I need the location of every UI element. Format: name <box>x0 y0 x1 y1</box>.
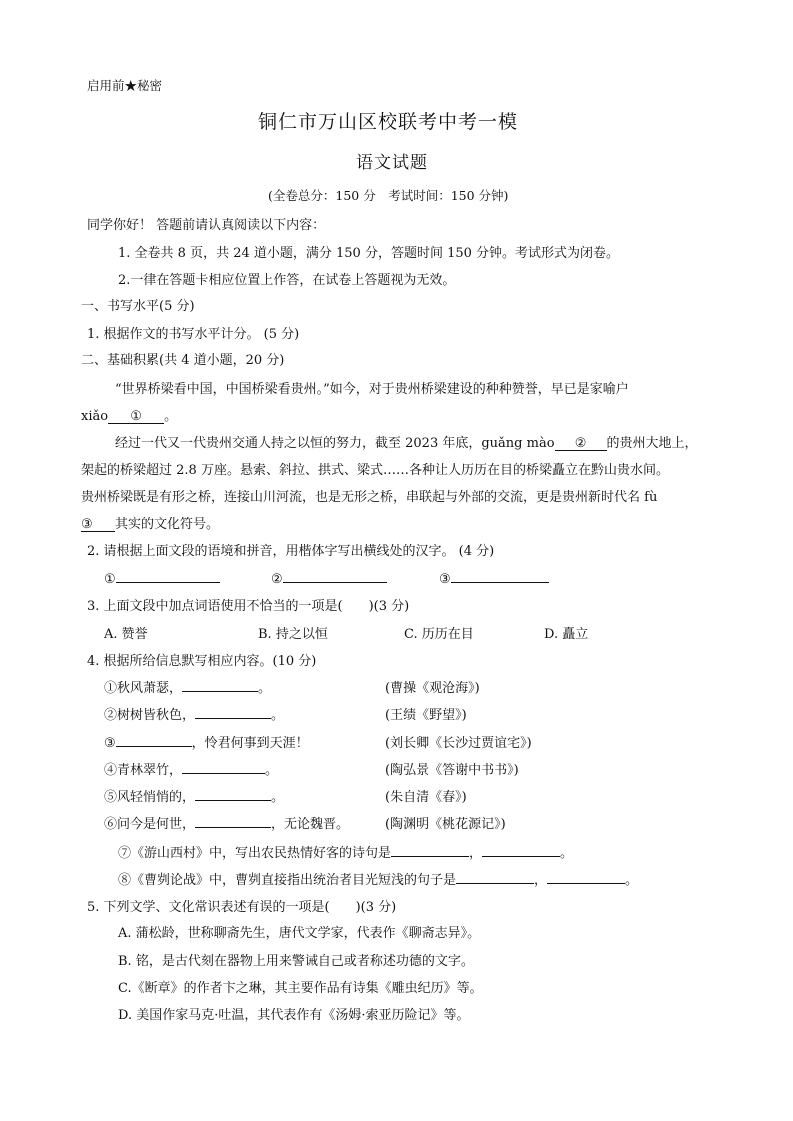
recite-line: ⑦《游山西村》中，写出农民热情好客的诗句是 ， 。 <box>118 842 573 861</box>
passage-line: ③ 其实的文化符号。 <box>81 517 220 532</box>
option-b[interactable]: B. 持之以恒 <box>258 627 328 642</box>
recite-line: ②树树皆秋色， 。 <box>104 704 284 723</box>
fill-blank[interactable] <box>195 786 271 801</box>
fill-blank[interactable] <box>547 869 625 884</box>
instructions-greeting: 同学你好！ 答题前请认真阅读以下内容： <box>87 218 326 233</box>
option-a[interactable]: A. 赞誉 <box>104 627 148 642</box>
recite-source: (陶渊明《桃花源记》) <box>385 817 506 832</box>
answer-blank-3[interactable]: ③ <box>439 568 549 587</box>
page-title: 铜仁市万山区校联考中考一模 <box>258 111 519 133</box>
question-1: 1. 根据作文的书写水平计分。 (5 分) <box>87 327 300 342</box>
fill-blank[interactable] <box>182 677 258 692</box>
passage-line: 贵州桥梁既是有形之桥，连接山川河流，也是无形之桥，串联起与外部的交流，更是贵州新时代名 fù <box>81 490 658 505</box>
pinyin-hint: xiǎo <box>81 409 109 424</box>
recite-source: (陶弘景《答谢中书书》) <box>385 763 519 778</box>
option-c[interactable]: C.《断章》的作者卞之琳，其主要作品有诗集《雕虫纪历》等。 <box>118 981 483 996</box>
recite-source: (朱自清《春》) <box>385 790 467 805</box>
recite-line: ⑥问今是何世， ，无论魏晋。 <box>104 813 349 832</box>
fill-blank[interactable] <box>195 704 271 719</box>
option-c[interactable]: C. 历历在目 <box>404 627 474 642</box>
instruction-item: 1. 全卷共 8 页，共 24 道小题，满分 150 分，答题时间 150 分钟。考试形式为闭卷。 <box>118 246 620 261</box>
fill-blank[interactable] <box>391 842 469 857</box>
recite-line: ⑧《曹刿论战》中，曹刿直接指出统治者目光短浅的句子是 ， 。 <box>118 869 638 888</box>
question-4: 4. 根据所给信息默写相应内容。(10 分) <box>87 654 317 669</box>
page-subtitle: 语文试题 <box>356 153 428 173</box>
recite-source: (曹操《观沧海》) <box>385 681 480 696</box>
recite-source: (王绩《野望》) <box>385 708 467 723</box>
exam-info: (全卷总分：150 分 考试时间：150 分钟) <box>268 188 509 203</box>
option-b[interactable]: B. 铭，是古代刻在器物上用来警诫自己或者称述功德的文字。 <box>118 954 474 969</box>
section-heading: 一、书写水平(5 分) <box>81 299 195 314</box>
answer-blank-1[interactable]: ① <box>104 568 220 587</box>
passage-line: 经过一代又一代贵州交通人持之以恒的努力，截至 2023 年底，guǎng mào ② 的贵州大地上， <box>115 436 698 451</box>
question-3: 3. 上面文段中加点词语使用不恰当的一项是( )(3 分) <box>87 599 410 614</box>
option-a[interactable]: A. 蒲松龄，世称聊斋先生，唐代文学家，代表作《聊斋志异》。 <box>118 926 481 941</box>
fill-blank[interactable] <box>456 869 534 884</box>
secret-mark: 启用前★秘密 <box>87 78 163 93</box>
blank-3: ③ <box>81 517 115 532</box>
question-5: 5. 下列文学、文化常识表述有误的一项是( )(3 分) <box>87 900 397 915</box>
blank-2: ② <box>555 436 607 451</box>
recite-source: (刘长卿《长沙过贾谊宅》) <box>385 736 532 751</box>
pinyin-hint: guǎng mào <box>481 436 555 451</box>
recite-line: ⑤风轻悄悄的， 。 <box>104 786 284 805</box>
recite-line: ①秋风萧瑟， 。 <box>104 677 271 696</box>
passage-line: “世界桥梁看中国，中国桥梁看贵州。”如今，对于贵州桥梁建设的种种赞誉，早已是家喻户 <box>115 382 629 397</box>
option-d[interactable]: D. 美国作家马克·吐温，其代表作有《汤姆·索亚历险记》等。 <box>118 1008 470 1023</box>
fill-blank[interactable] <box>195 813 271 828</box>
blank-1: ① <box>108 409 164 424</box>
recite-line: ④青林翠竹， 。 <box>104 759 278 778</box>
fill-blank[interactable] <box>482 842 560 857</box>
instruction-item: 2.一律在答题卡相应位置上作答，在试卷上答题视为无效。 <box>118 273 456 288</box>
option-d[interactable]: D. 矗立 <box>544 627 589 642</box>
section-heading: 二、基础积累(共 4 道小题，20 分) <box>81 353 285 368</box>
fill-blank[interactable] <box>182 759 265 774</box>
answer-blank-2[interactable]: ② <box>271 568 387 587</box>
fill-blank[interactable] <box>116 732 192 747</box>
passage-line: xiǎo ① 。 <box>81 409 178 424</box>
question-2: 2. 请根据上面文段的语境和拼音，用楷体字写出横线处的汉字。 (4 分) <box>87 544 495 559</box>
recite-line: ③ ，怜君何事到天涯！ <box>104 732 309 751</box>
passage-line: 架起的桥梁超过 2.8 万座。悬索、斜拉、拱式、梁式……各种让人历历在目的桥梁矗立在黔山贵水间。 <box>81 463 669 478</box>
